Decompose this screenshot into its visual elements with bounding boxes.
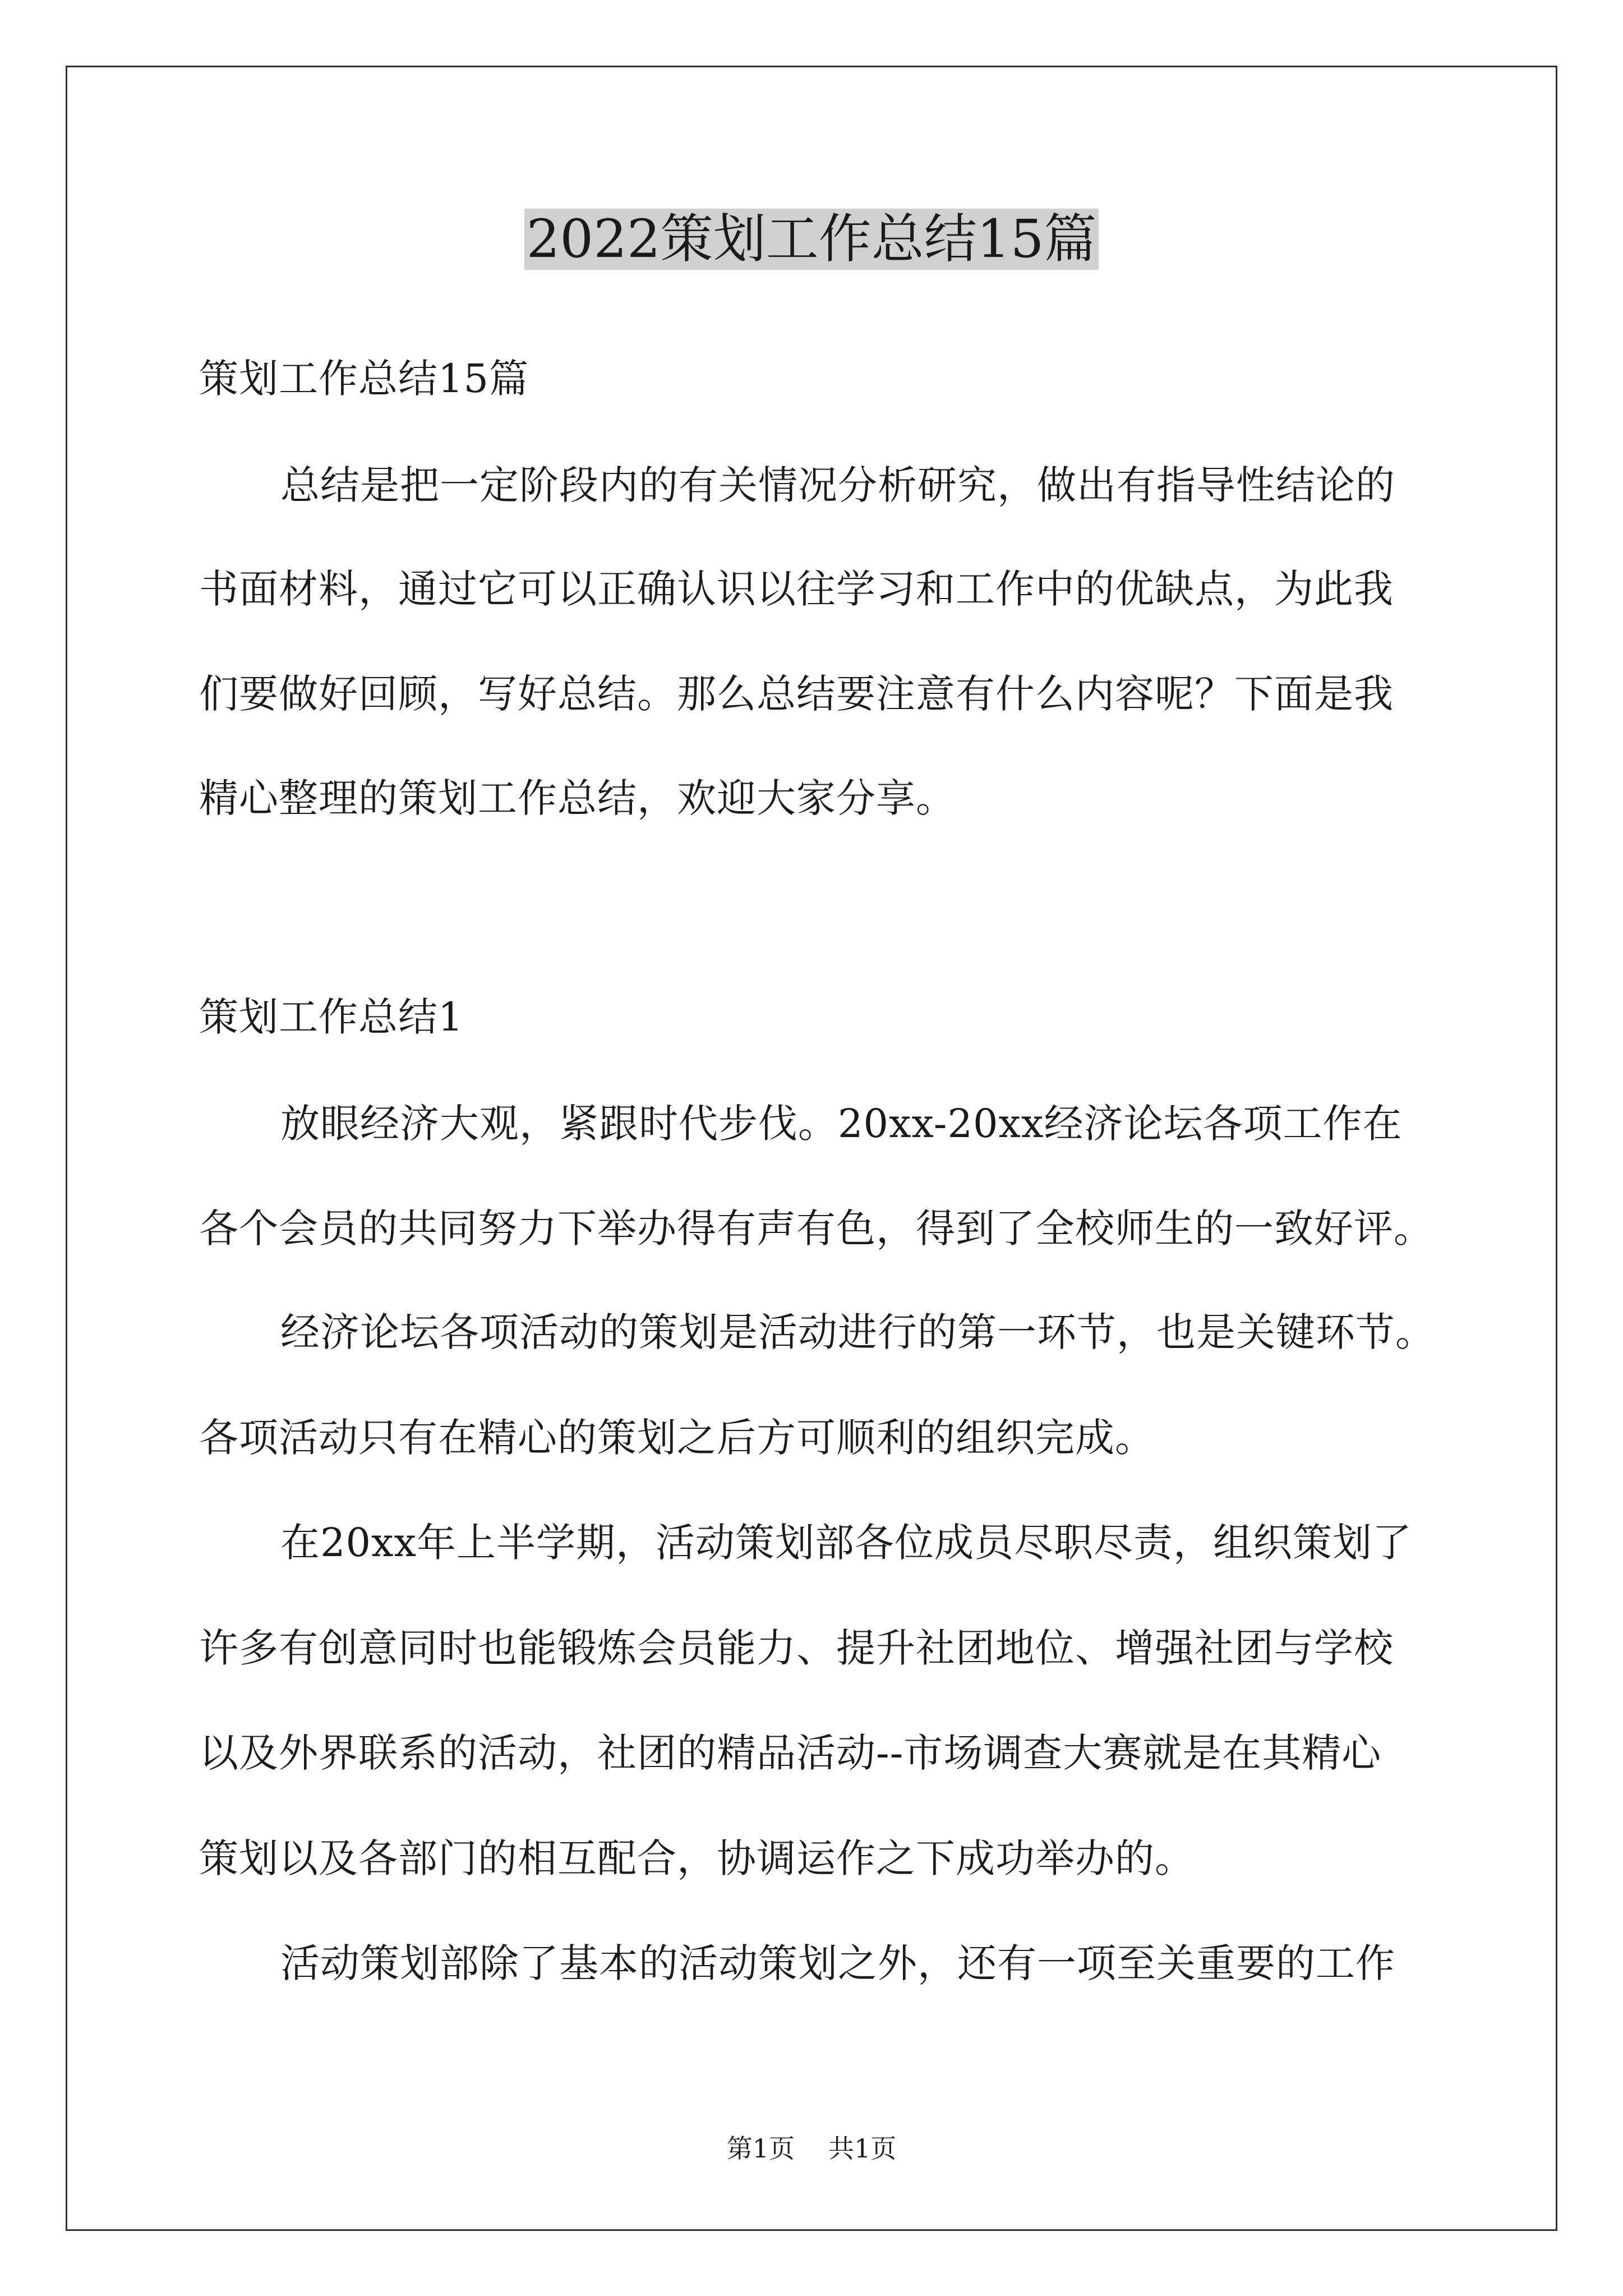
document-title-text: 2022策划工作总结15篇 — [524, 209, 1099, 270]
page-total: 共1页 — [828, 2133, 897, 2164]
section-heading: 策划工作总结1 — [199, 994, 464, 1040]
paragraph-line: 精心整理的策划工作总结，欢迎大家分享。 — [199, 775, 956, 821]
paragraph-line: 各个会员的共同努力下举办得有声有色，得到了全校师生的一致好评。 — [199, 1205, 1433, 1251]
paragraph-line: 活动策划部除了基本的活动策划之外，还有一项至关重要的工作 — [280, 1940, 1395, 1986]
subtitle-line: 策划工作总结15篇 — [199, 356, 529, 402]
paragraph-line: 经济论坛各项活动的策划是活动进行的第一环节，也是关键环节。 — [280, 1309, 1435, 1355]
document-title — [0, 203, 1623, 276]
page-number: 第1页 — [726, 2133, 795, 2164]
paragraph-line: 各项活动只有在精心的策划之后方可顺利的组织完成。 — [199, 1415, 1155, 1461]
paragraph-line: 放眼经济大观，紧跟时代步伐。20xx-20xx经济论坛各项工作在 — [280, 1101, 1403, 1147]
paragraph-line: 总结是把一定阶段内的有关情况分析研究，做出有指导性结论的 — [280, 462, 1395, 508]
paragraph-line: 策划以及各部门的相互配合，协调运作之下成功举办的。 — [199, 1835, 1195, 1881]
paragraph-line: 书面材料，通过它可以正确认识以往学习和工作中的优缺点，为此我 — [199, 566, 1394, 612]
paragraph-line: 许多有创意同时也能锻炼会员能力、提升社团地位、增强社团与学校 — [199, 1625, 1394, 1671]
paragraph-line: 们要做好回顾，写好总结。那么总结要注意有什么内容呢？下面是我 — [199, 671, 1394, 717]
paragraph-line: 在20xx年上半学期，活动策划部各位成员尽职尽责，组织策划了 — [280, 1520, 1413, 1566]
paragraph-line: 以及外界联系的活动，社团的精品活动--市场调查大赛就是在其精心 — [199, 1730, 1382, 1776]
page-footer — [0, 2132, 1623, 2165]
